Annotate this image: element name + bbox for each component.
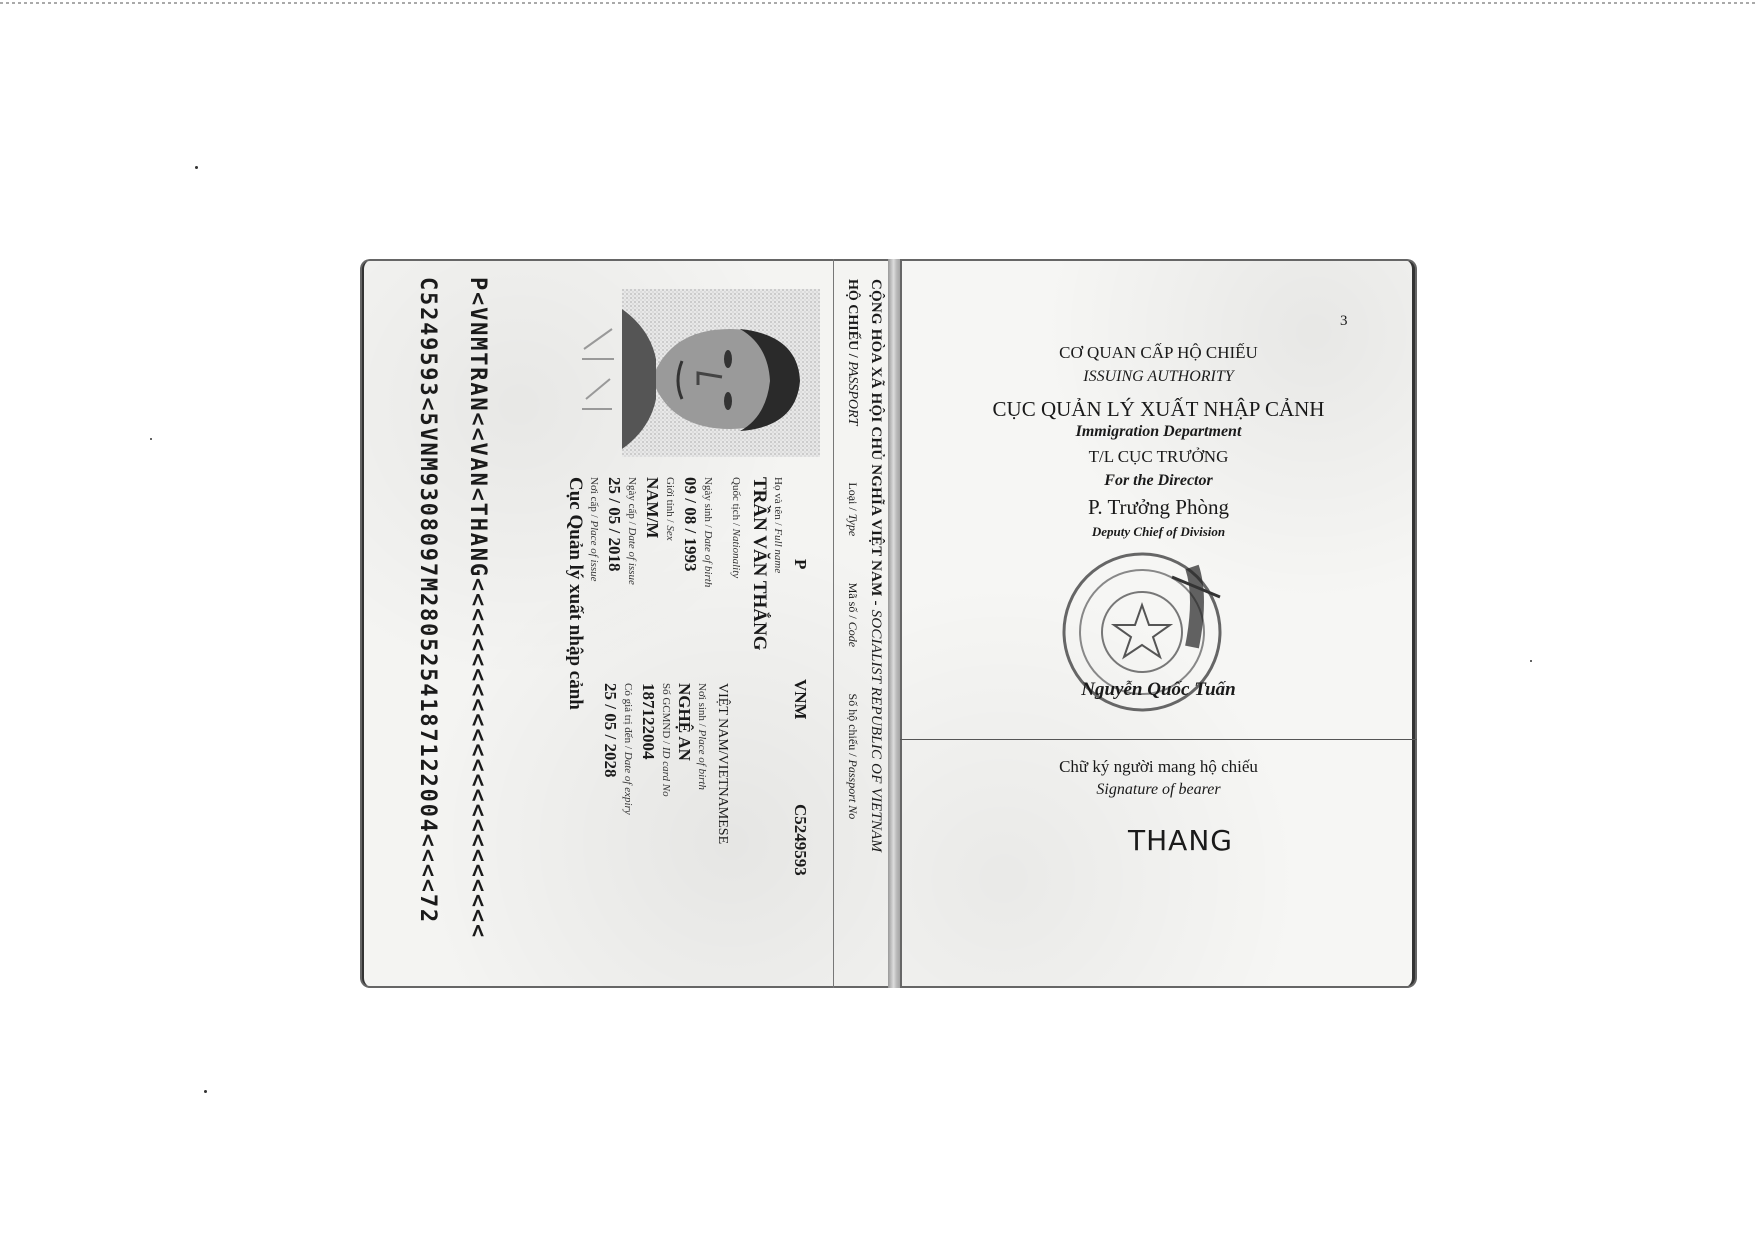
scan-speck [1530, 660, 1532, 662]
doc-header-row: HỘ CHIẾU / PASSPORT Loại / Type Mã số / Code Số hộ chiếu / Passport No [845, 279, 860, 820]
passport-code-value: VNM [791, 679, 810, 720]
place-of-issue-label: Nơi cấp / Place of issue [588, 477, 600, 582]
id-card-label: Số GCMND / ID card No [660, 683, 672, 797]
place-of-issue-value: Cục Quản lý xuất nhập cảnh [565, 477, 586, 710]
country-en: SOCIALIST REPUBLIC OF VIETNAM [868, 609, 884, 853]
passport-number-value: C5249593 [791, 804, 810, 876]
passport-type-value: P [791, 559, 810, 570]
doc-title-en: PASSPORT [845, 361, 860, 426]
page-divider [900, 739, 1417, 740]
department-en: Immigration Department [1075, 423, 1242, 440]
sex-label: Giới tính / Sex [664, 477, 676, 541]
passport-data-page [360, 259, 890, 988]
full-name-label: Họ và tên / Full name [772, 477, 784, 574]
mrz-line-2: C5249593<5VNM9308097M2805254187122004<<<<72 [415, 277, 440, 924]
ghost-image-mark [574, 289, 622, 457]
type-label: Loại / Type [846, 482, 860, 537]
data-page-content [360, 259, 890, 988]
deputy-en: Deputy Chief of Division [1091, 524, 1226, 539]
deputy-vi: P. Trưởng Phòng [1088, 495, 1229, 519]
page-number: 3 [1340, 313, 1348, 329]
bearer-signature-label-vi: Chữ ký người mang hộ chiếu [1059, 757, 1258, 776]
dob-label: Ngày sinh / Date of birth [702, 477, 714, 588]
code-label: Mã số / Code [846, 582, 860, 648]
scan-speck [204, 1090, 207, 1093]
date-of-issue-label: Ngày cấp / Date of issue [626, 477, 638, 585]
passport-authority-page [900, 259, 1417, 988]
scan-speck [150, 438, 152, 440]
bearer-signature-label-en: Signature of bearer [1096, 781, 1221, 798]
director-en: For the Director [1104, 472, 1213, 489]
data-page-header [833, 259, 890, 988]
signer-name: Nguyễn Quốc Tuấn [1081, 679, 1236, 700]
doc-title-vi: HỘ CHIẾU [845, 279, 860, 351]
pob-label: Nơi sinh / Place of birth [696, 683, 708, 790]
scan-speck [195, 166, 198, 169]
date-of-expiry-value: 25 / 05 / 2028 [601, 683, 620, 778]
country-title: CỘNG HÒA XÃ HỘI CHỦ NGHĨA VIỆT NAM - SOCIALIST REPUBLIC OF VIETNAM [868, 279, 884, 853]
nationality-label: Quốc tịch / Nationality [730, 477, 742, 579]
date-of-issue-value: 25 / 05 / 2018 [605, 477, 624, 572]
sex-value: NAM/M [643, 477, 662, 539]
issuing-authority-vi: CƠ QUAN CẤP HỘ CHIẾU [1059, 343, 1258, 362]
full-name-value: TRẦN VĂN THẮNG [749, 477, 770, 651]
date-of-expiry-label: Có giá trị đến / Date of expiry [622, 683, 634, 815]
issuing-authority-en: ISSUING AUTHORITY [1083, 368, 1234, 385]
holder-photo [622, 289, 820, 457]
scan-top-edge [0, 2, 1755, 4]
country-vi: CỘNG HÒA XÃ HỘI CHỦ NGHĨA VIỆT NAM [868, 279, 884, 597]
director-vi: T/L CỤC TRƯỞNG [1088, 447, 1229, 466]
department-vi: CỤC QUẢN LÝ XUẤT NHẬP CẢNH [992, 397, 1325, 421]
nationality-value: VIỆT NAM/VIETNAMESE [715, 683, 730, 845]
passport-number-label: Số hộ chiếu / Passport No [846, 693, 860, 820]
pob-value: NGHỆ AN [675, 683, 694, 761]
bearer-signature: THANG [1128, 824, 1233, 857]
dob-value: 09 / 08 / 1993 [681, 477, 700, 572]
id-card-value: 187122004 [639, 683, 658, 760]
mrz-line-1: P<VNMTRAN<<VAN<THANG<<<<<<<<<<<<<<<<<<<<<<<< [465, 277, 490, 939]
